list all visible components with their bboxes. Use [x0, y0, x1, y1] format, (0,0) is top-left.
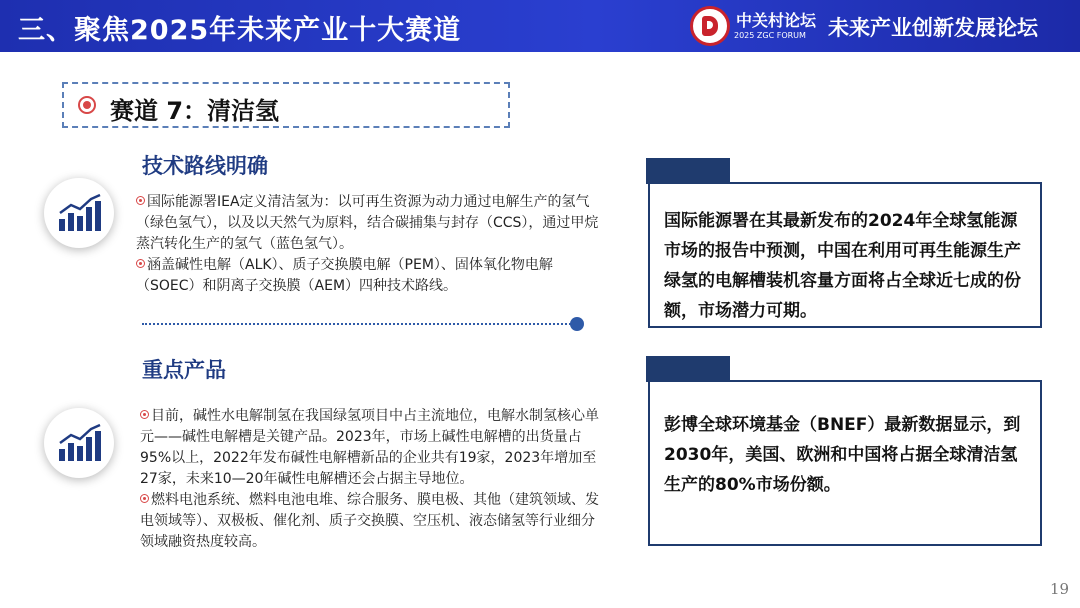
page-title: 三、聚焦2025年未来产业十大赛道: [18, 15, 462, 46]
header-banner: [0, 0, 1080, 52]
card-text: 国际能源署在其最新发布的2024年全球氢能源市场的报告中预测，中国在利用可再生能源生产绿氢的电解槽装机容量方面将占全球近七成的份额，市场潜力可期。: [664, 211, 1021, 321]
section-divider: [142, 323, 574, 325]
forum-name-en: 2025 ZGC FORUM: [734, 31, 806, 40]
list-item: 涵盖碱性电解（ALK）、质子交换膜电解（PEM）、固体氧化物电解（SOEC）和阴离子交换膜（AEM）四种技术路线。: [136, 257, 553, 294]
list-item: 目前，碱性水电解制氢在我国绿氢项目中占主流地位，电解水制氢核心单元——碱性电解槽是关键产品。2023年，市场上碱性电解槽的出货量占95%以上，2022年发布碱性电解槽新品的企业共有19家，2023年增加至27家，未来10—20年碱性电解槽还会占据主导地位。: [140, 408, 599, 487]
section-title-tech-route: 技术路线明确: [142, 154, 268, 178]
bullet-target-icon: [136, 259, 145, 268]
zgc-forum-logo-icon: [690, 6, 730, 46]
info-card-iea: [648, 182, 1042, 328]
bar-chart-icon: [44, 408, 114, 478]
list-item: 燃料电池系统、燃料电池电堆、综合服务、膜电极、其他（建筑领域、发电领域等）、双极板、催化剂、质子交换膜、空压机、液态储氢等行业细分领域融资热度较高。: [140, 492, 599, 550]
forum-name: 中关村论坛: [736, 11, 817, 30]
card-tab: [646, 158, 730, 184]
card-tab: [646, 356, 730, 382]
info-card-bnef: [648, 380, 1042, 546]
divider-dot: [570, 317, 584, 331]
card-text: 彭博全球环境基金（BNEF）最新数据显示，到2030年，美国、欧洲和中国将占据全球清洁氢生产的80%市场份额。: [664, 415, 1021, 495]
bullet-target-icon: [140, 410, 149, 419]
section-title-key-products: 重点产品: [142, 358, 226, 382]
target-icon: [78, 96, 96, 114]
tech-route-bullets: [136, 192, 606, 297]
forum-title: 未来产业创新发展论坛: [828, 16, 1038, 40]
track-title-box: [62, 82, 510, 128]
bar-chart-icon: [44, 178, 114, 248]
key-products-bullets: [140, 406, 608, 553]
list-item: 国际能源署IEA定义清洁氢为：以可再生资源为动力通过电解生产的氢气（绿色氢气），以及以天然气为原料，结合碳捕集与封存（CCS），通过甲烷蒸汽转化生产的氢气（蓝色氢气）。: [136, 194, 599, 252]
bullet-target-icon: [140, 494, 149, 503]
bullet-target-icon: [136, 196, 145, 205]
track-title: 赛道 7：清洁氢: [110, 97, 280, 125]
page-number: 19: [1050, 580, 1070, 598]
